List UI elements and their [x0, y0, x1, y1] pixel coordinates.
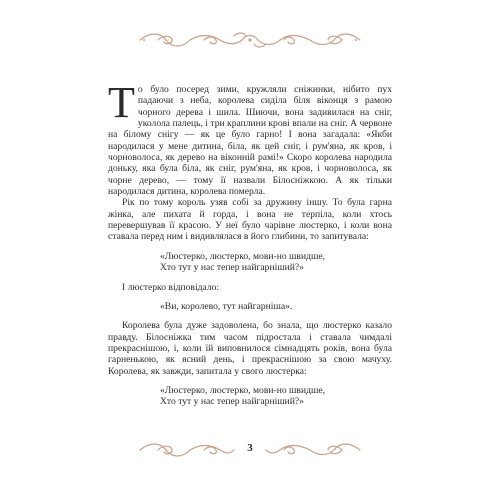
top-floral-ornament-icon	[138, 30, 362, 50]
ornament-svg	[138, 30, 362, 50]
verse-line: «Ви, королево, тут найгарніша».	[160, 300, 293, 312]
verse-line: «Люстерко, люстерко, мови-но швидше,	[160, 250, 326, 262]
mirror-reply	[160, 301, 392, 312]
drop-cap: Т	[108, 78, 135, 127]
paragraph-2: Рік по тому король узяв собі за дружину іншу. То була гарна жінка, але пихата й горда, і вона не терпіла, коли хтось перевершував її красою. У неї було чарівне люстерко, і коли вона ставала перед ним і видивлялася в його глибини, то запитувала:	[108, 197, 392, 243]
verse-line: «Люстерко, люстерко, мови-но швидше,	[160, 384, 326, 396]
verse-line: Хто тут у нас тепер найгарніший?»	[160, 262, 304, 274]
mirror-verse-2	[160, 385, 392, 408]
mirror-verse-1	[160, 251, 392, 274]
paragraph-4: Королева була дуже задоволена, бо знала, що люстерко казало правду. Білосніжка тим часом підростала і ставала чимдалі прекраснішою, і, коли їй виповнилося сімнадцять років, вона була гарненькою, як ясний день, і прекраснішою за свою мачуху. Королева, як завжди, запитала у свого люстерка:	[108, 320, 392, 377]
paragraph-1-text: о було посеред зими, кружляли сніжинки, нібито пух падаючи з неба, королева сиділа біля віконця з рамою чорного дерева і шила. Шиючи, вона задивилася на сніг, уколола палець, і три краплини крові впали на сніг. А червоне на білому снігу — як це було гарно! І вона загадала: «Якби народилася у мене дитина, біла, як цей сніг, і рум'яна, як кров, і чорноволоса, як дерево на віконній рамі!» Скоро королева народила доньку, яка була біла, як сніг, рум'яна, як кров, і чорноволоса, як чорне дерево, — тому її назвали Білосніжкою. А як тільки народилася дитина, королева померла.	[108, 84, 392, 198]
paragraph-3: І люстерко відповідало:	[122, 281, 220, 293]
story-text	[108, 78, 392, 416]
page-number: 3	[247, 442, 253, 454]
paragraph-1	[108, 78, 392, 198]
verse-line: Хто тут у нас тепер найгарніший?»	[160, 396, 304, 408]
